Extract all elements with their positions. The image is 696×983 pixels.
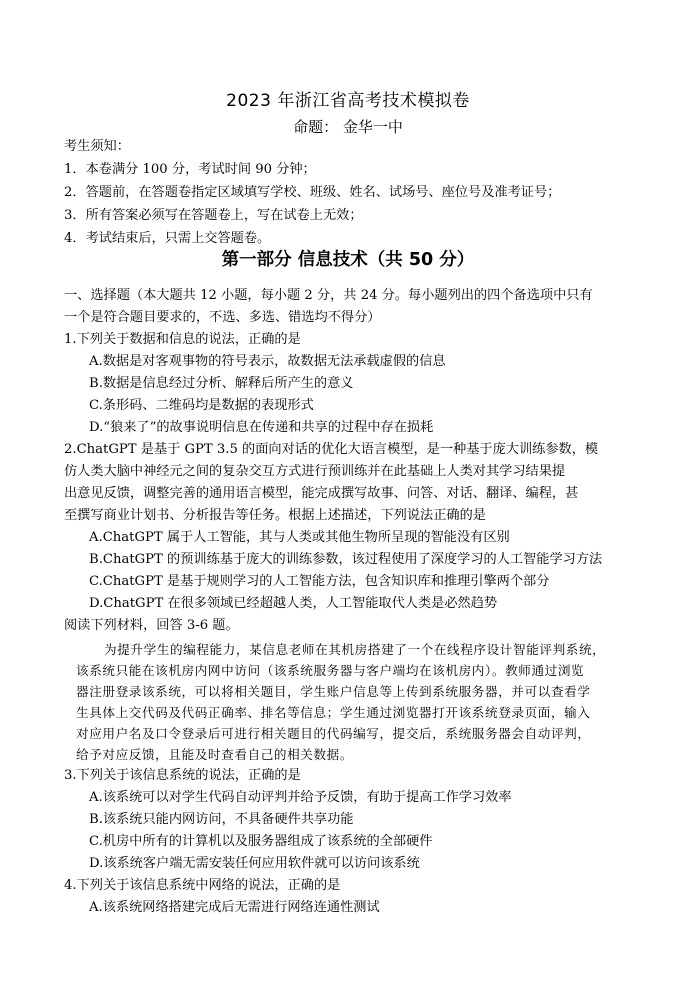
notice-item: 2．答题前，在答题卷指定区域填写学校、班级、姓名、试场号、座位号及准考证号； — [64, 185, 561, 200]
q4-option-a: A.该系统网络搭建完成后无需进行网络连通性测试 — [89, 900, 380, 915]
part-intro: 一、选择题（本大题共 12 小题，每小题 2 分，共 24 分。每小题列出的四个备选项中只有 — [64, 288, 593, 303]
q1-option-c: C.条形码、二维码均是数据的表现形式 — [89, 398, 314, 413]
exam-title: 2023 年浙江省高考技术模拟卷 — [226, 91, 470, 111]
q2-option-c: C.ChatGPT 是基于规则学习的人工智能方法，包含知识库和推理引擎两个部分 — [89, 574, 550, 589]
exam-author: 命题： 金华一中 — [293, 118, 403, 136]
q3-option-b: B.该系统只能内网访问，不具备硬件共享功能 — [89, 812, 354, 827]
question-stem-3: 3.下列关于该信息系统的说法，正确的是 — [64, 768, 301, 783]
reading-heading: 阅读下列材料，回答 3-6 题。 — [64, 618, 239, 633]
notice-item: 1．本卷满分 100 分，考试时间 90 分钟； — [64, 162, 316, 177]
question-stem-2: 出意见反馈，调整完善的通用语言模型，能完成撰写故事、问答、对话、翻译、编程，甚 — [64, 486, 579, 501]
reading-passage-line: 对应用户名及口令登录后可进行相关题目的代码编写，提交后，系统服务器会自动评判， — [76, 726, 591, 741]
q3-option-c: C.机房中所有的计算机以及服务器组成了该系统的全部硬件 — [89, 834, 433, 849]
reading-passage-line: 为提升学生的编程能力，某信息老师在其机房搭建了一个在线程序设计智能评判系统， — [104, 642, 606, 657]
q1-option-b: B.数据是信息经过分析、解释后所产生的意义 — [89, 376, 354, 391]
section-title: 第一部分 信息技术（共 50 分） — [221, 250, 475, 270]
notice-item: 4．考试结束后，只需上交答题卷。 — [64, 231, 271, 246]
part-intro: 一个是符合题目要求的，不选、多选、错选均不得分） — [64, 310, 381, 325]
reading-passage-line: 该系统只能在该机房内网中访问（该系统服务器与客户端均在该机房内）。教师通过浏览 — [76, 663, 585, 678]
reading-passage-line: 生具体上交代码及代码正确率、排名等信息；学生通过浏览器打开该系统登录页面，输入 — [76, 705, 591, 720]
q3-option-a: A.该系统可以对学生代码自动评判并给予反馈，有助于提高工作学习效率 — [89, 790, 512, 805]
q1-option-a: A.数据是对客观事物的符号表示，故数据无法承载虚假的信息 — [89, 354, 446, 369]
question-stem-2: 2.ChatGPT 是基于 GPT 3.5 的面向对话的优化大语言模型，是一种基于庞大训练参数，模 — [64, 442, 599, 457]
q1-option-d: D.“狼来了”的故事说明信息在传递和共享的过程中存在损耗 — [89, 420, 434, 435]
question-stem-2: 仿人类大脑中神经元之间的复杂交互方式进行预训练并在此基础上人类对其学习结果提 — [64, 464, 566, 479]
question-stem-1: 1.下列关于数据和信息的说法，正确的是 — [64, 332, 301, 347]
question-stem-2: 至撰写商业计划书、分析报告等任务。根据上述描述，下列说法正确的是 — [64, 508, 486, 523]
q2-option-a: A.ChatGPT 属于人工智能，其与人类或其他生物所呈现的智能没有区别 — [89, 530, 510, 545]
reading-passage-line: 器注册登录该系统，可以将相关题目，学生账户信息等上传到系统服务器，并可以查看学 — [76, 684, 591, 699]
q2-option-b: B.ChatGPT 的预训练基于庞大的训练参数，该过程使用了深度学习的人工智能学习方法 — [89, 552, 603, 567]
q3-option-d: D.该系统客户端无需安装任何应用软件就可以访问该系统 — [89, 856, 420, 871]
question-stem-4: 4.下列关于该信息系统中网络的说法，正确的是 — [64, 878, 341, 893]
notice-item: 3．所有答案必须写在答题卷上，写在试卷上无效； — [64, 208, 363, 223]
q2-option-d: D.ChatGPT 在很多领域已经超越人类，人工智能取代人类是必然趋势 — [89, 596, 498, 611]
notice-heading: 考生须知： — [64, 139, 130, 154]
reading-passage-line: 给予对应反馈，且能及时查看自己的相关数据。 — [76, 747, 354, 762]
